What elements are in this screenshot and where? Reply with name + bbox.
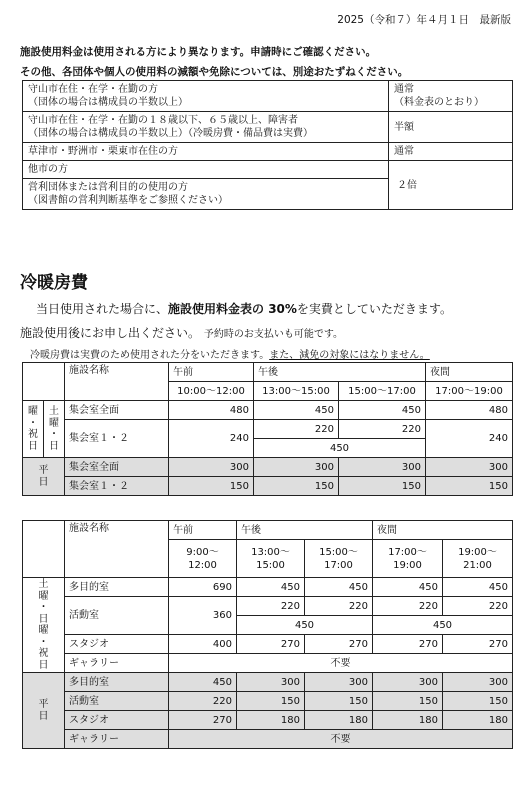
table-row bbox=[23, 477, 513, 496]
fee-cell: 220 bbox=[169, 692, 237, 711]
fee-cell: 150 bbox=[426, 477, 513, 496]
category-note: （団体の場合は構成員の半数以上）（冷暖房費・備品費は実費） bbox=[28, 128, 313, 139]
fee-cell: 270 bbox=[169, 711, 237, 730]
fee-cell: 300 bbox=[237, 673, 305, 692]
column-header-facility: 施設名称 bbox=[65, 521, 169, 578]
weekend-label: 曜 ・ 祝 日 bbox=[23, 401, 44, 458]
table-row bbox=[23, 711, 513, 730]
rate-label: 通常 bbox=[394, 84, 414, 95]
fee-cell: 240 bbox=[426, 420, 513, 458]
category-note: （図書館の営利判断基準をご参照ください） bbox=[28, 195, 228, 206]
facility-name: スタジオ bbox=[65, 635, 169, 654]
time-slot: 13:00～ 15:00 bbox=[237, 540, 305, 578]
table-row bbox=[23, 635, 513, 654]
fee-cell: 300 bbox=[169, 458, 254, 477]
fee-cell: 480 bbox=[426, 401, 513, 420]
fee-cell: 150 bbox=[237, 692, 305, 711]
facility-fee-table bbox=[22, 520, 513, 749]
time-slot: 10:00～12:00 bbox=[169, 382, 254, 401]
table-row bbox=[23, 692, 513, 711]
rate-label: 通常 bbox=[389, 143, 513, 161]
rate-note: （料金表のとおり） bbox=[394, 97, 484, 108]
column-header-am: 午前 bbox=[169, 521, 237, 540]
fee-cell: 270 bbox=[305, 635, 373, 654]
fee-cell: 450 bbox=[169, 673, 237, 692]
column-header-pm: 午後 bbox=[237, 521, 373, 540]
facility-name: 多目的室 bbox=[65, 673, 169, 692]
time-slot: 15:00～ 17:00 bbox=[305, 540, 373, 578]
fee-cell: 450 bbox=[373, 578, 443, 597]
fee-cell: 270 bbox=[237, 635, 305, 654]
fee-cell: 180 bbox=[443, 711, 513, 730]
facility-name: 多目的室 bbox=[65, 578, 169, 597]
fee-cell: 480 bbox=[169, 401, 254, 420]
table-row bbox=[23, 654, 513, 673]
fee-cell: 220 bbox=[443, 597, 513, 616]
weekday-label: 平 日 bbox=[23, 673, 65, 749]
fee-cell: 150 bbox=[305, 692, 373, 711]
fee-cell: 450 bbox=[443, 578, 513, 597]
category-label: 草津市・野洲市・栗東市在住の方 bbox=[23, 143, 389, 161]
fee-cell: 450 bbox=[237, 616, 373, 635]
fee-cell: 270 bbox=[373, 635, 443, 654]
category-label: 他市の方 bbox=[23, 161, 389, 179]
weekend-label: 土 曜 ・ 日 曜 ・ 祝 日 bbox=[23, 578, 65, 673]
fee-cell: 180 bbox=[305, 711, 373, 730]
time-slot: 17:00～19:00 bbox=[426, 382, 513, 401]
fee-cell: 180 bbox=[373, 711, 443, 730]
weekday-label: 平 日 bbox=[23, 458, 65, 496]
fee-cell: 300 bbox=[254, 458, 339, 477]
fee-cell: 300 bbox=[426, 458, 513, 477]
fee-cell: 150 bbox=[339, 477, 426, 496]
fee-cell: 270 bbox=[443, 635, 513, 654]
column-header-am: 午前 bbox=[169, 363, 254, 382]
fee-cell: 450 bbox=[373, 616, 513, 635]
fee-cell: 450 bbox=[254, 401, 339, 420]
revision-date: 2025（令和７）年４月１日 最新版 bbox=[337, 14, 511, 26]
fee-cell: 300 bbox=[373, 673, 443, 692]
table-row bbox=[23, 420, 513, 439]
table-row bbox=[23, 143, 513, 161]
fee-cell: 450 bbox=[254, 439, 426, 458]
fee-cell: 300 bbox=[305, 673, 373, 692]
rate-label: 半額 bbox=[389, 112, 513, 143]
time-slot: 17:00～ 19:00 bbox=[373, 540, 443, 578]
fee-cell: 150 bbox=[443, 692, 513, 711]
column-header-facility: 施設名称 bbox=[65, 363, 169, 401]
fee-cell: 300 bbox=[443, 673, 513, 692]
table-row bbox=[23, 730, 513, 749]
meeting-room-fee-table bbox=[22, 362, 513, 496]
fee-cell: 不要 bbox=[169, 730, 513, 749]
table-row bbox=[23, 597, 513, 616]
category-note: （団体の場合は構成員の半数以上） bbox=[28, 97, 188, 108]
facility-name: スタジオ bbox=[65, 711, 169, 730]
facility-name: 活動室 bbox=[65, 692, 169, 711]
time-slot: 19:00～ 21:00 bbox=[443, 540, 513, 578]
fee-cell: 不要 bbox=[169, 654, 513, 673]
fee-cell: 360 bbox=[169, 597, 237, 635]
time-slot: 9:00～ 12:00 bbox=[169, 540, 237, 578]
fee-cell: 220 bbox=[339, 420, 426, 439]
heating-rule-text: 当日使用された場合に、施設使用料金表の 30%を実費としていただきます。 bbox=[36, 302, 452, 316]
fee-cell: 150 bbox=[373, 692, 443, 711]
table-row bbox=[23, 521, 513, 540]
facility-name: ギャラリー bbox=[65, 730, 169, 749]
category-label: 営利団体または営利目的の使用の方 bbox=[28, 182, 188, 193]
fee-cell: 150 bbox=[169, 477, 254, 496]
fee-cell: 690 bbox=[169, 578, 237, 597]
category-label: 守山市在住・在学・在勤の１８歳以下、６５歳以上、障害者 bbox=[28, 115, 298, 126]
table-row bbox=[23, 81, 513, 112]
section-title-heating: 冷暖房費 bbox=[20, 273, 88, 293]
fee-cell: 400 bbox=[169, 635, 237, 654]
fee-cell: 220 bbox=[237, 597, 305, 616]
fee-cell: 150 bbox=[254, 477, 339, 496]
fee-cell: 220 bbox=[373, 597, 443, 616]
fee-cell: 180 bbox=[237, 711, 305, 730]
facility-name: 集会室全面 bbox=[65, 401, 169, 420]
fee-cell: 220 bbox=[254, 420, 339, 439]
facility-name: 活動室 bbox=[65, 597, 169, 635]
weekend-label: 土 曜 ・ 日 bbox=[44, 401, 65, 458]
category-label: 守山市在住・在学・在勤の方 bbox=[28, 84, 158, 95]
fee-cell: 300 bbox=[339, 458, 426, 477]
column-header-night: 夜間 bbox=[373, 521, 513, 540]
fee-cell: 450 bbox=[237, 578, 305, 597]
facility-name: 集会室１・２ bbox=[65, 420, 169, 458]
table-row bbox=[23, 458, 513, 477]
table-row bbox=[23, 578, 513, 597]
table-row bbox=[23, 673, 513, 692]
facility-name: ギャラリー bbox=[65, 654, 169, 673]
heating-payment-text: 施設使用後にお申し出ください。 予約時のお支払いも可能です。 bbox=[20, 326, 344, 340]
table-row bbox=[23, 112, 513, 143]
notice-discounts: その他、各団体や個人の使用料の減額や免除については、別途おたずねください。 bbox=[20, 66, 409, 78]
time-slot: 13:00～15:00 bbox=[254, 382, 339, 401]
fee-cell: 450 bbox=[305, 578, 373, 597]
table-row bbox=[23, 363, 513, 382]
fee-cell: 450 bbox=[339, 401, 426, 420]
user-category-table bbox=[22, 80, 513, 210]
fee-cell: 240 bbox=[169, 420, 254, 458]
column-header-pm: 午後 bbox=[254, 363, 426, 382]
facility-name: 集会室全面 bbox=[65, 458, 169, 477]
table-row bbox=[23, 401, 513, 420]
facility-name: 集会室１・２ bbox=[65, 477, 169, 496]
table-row bbox=[23, 161, 513, 179]
rate-label: ２倍 bbox=[389, 161, 513, 210]
column-header-night: 夜間 bbox=[426, 363, 513, 382]
notice-fees-vary: 施設使用料金は使用される方により異なります。申請時にご確認ください。 bbox=[20, 46, 377, 58]
fee-cell: 220 bbox=[305, 597, 373, 616]
heating-note-text: 冷暖房費は実費のため使用された分をいただきます。また、減免の対象にはなりません。 bbox=[30, 350, 430, 361]
time-slot: 15:00～17:00 bbox=[339, 382, 426, 401]
